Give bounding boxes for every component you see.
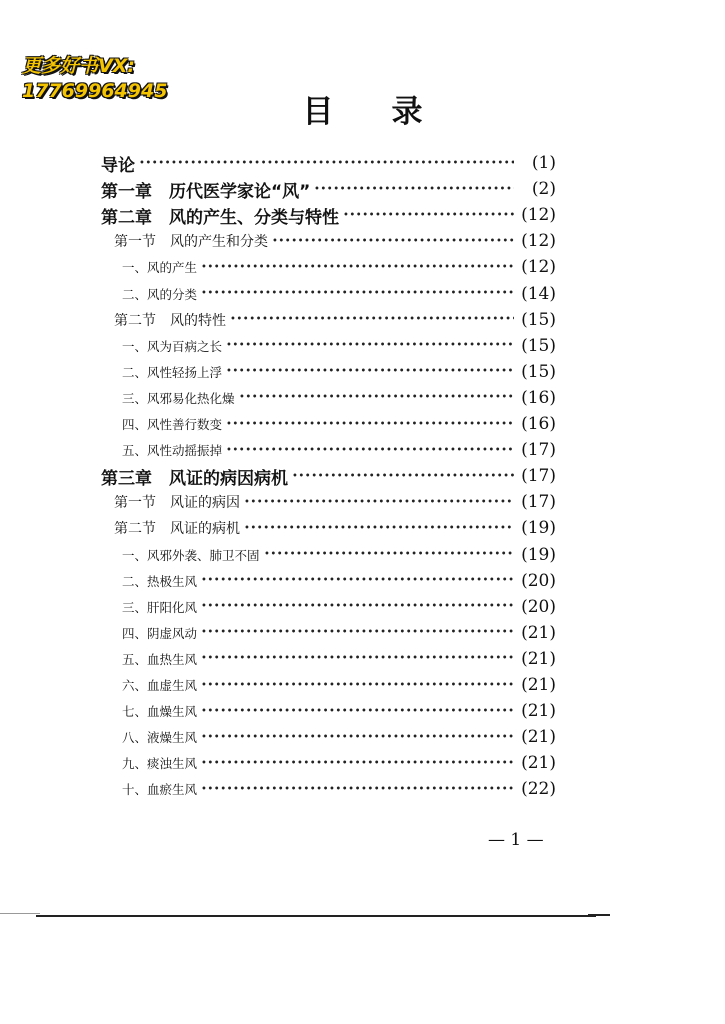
toc-entry-label: 七、血燥生风 <box>122 704 198 720</box>
toc-entry-page: (21) <box>521 753 556 774</box>
toc-leader-dots <box>226 411 514 437</box>
toc-entry-page: (15) <box>521 309 556 330</box>
toc-leader-dots <box>226 333 514 359</box>
toc-entry-page: (21) <box>521 622 556 643</box>
toc-leader-dots <box>201 776 514 802</box>
toc-leader-dots <box>230 307 514 333</box>
toc-entry[interactable] <box>0 228 725 254</box>
toc-entry-label: 第二章 风的产生、分类与特性 <box>101 207 339 228</box>
toc-entry-label: 第三章 风证的病因病机 <box>101 468 288 489</box>
toc-entry-page: (16) <box>521 414 556 434</box>
toc-entry-label: 五、血热生风 <box>122 651 198 667</box>
toc-entry-page: (20) <box>521 596 556 617</box>
toc-leader-dots <box>201 724 514 750</box>
toc-entry[interactable] <box>0 542 725 568</box>
page-title-char2: 录 <box>391 94 423 130</box>
toc-entry-page: (12) <box>521 231 556 252</box>
toc-entry-label: 四、风性善行数变 <box>122 417 223 432</box>
watermark-line2: 17769964945 <box>22 80 168 102</box>
bottom-rule <box>36 915 596 917</box>
toc-entry[interactable] <box>0 281 725 307</box>
toc-entry-label: 一、风的产生 <box>122 260 198 276</box>
toc-leader-dots <box>314 176 514 202</box>
toc-entry-page: (21) <box>521 648 556 669</box>
page-number: — 1 — <box>488 830 544 850</box>
page-title-char1: 目 <box>302 94 334 130</box>
toc-entry[interactable] <box>0 437 725 463</box>
toc-entry[interactable] <box>0 150 725 176</box>
toc-entry[interactable] <box>0 776 725 802</box>
toc-entry-page: (17) <box>521 466 556 487</box>
toc-leader-dots <box>272 228 514 254</box>
toc-entry-page: (21) <box>521 675 556 695</box>
toc-entry-label: 二、风的分类 <box>122 286 198 302</box>
toc-entry[interactable] <box>0 385 725 411</box>
toc-entry-label: 第一节 风的产生和分类 <box>114 234 268 251</box>
toc-entry-label: 一、风邪外袭、肺卫不固 <box>122 547 260 563</box>
toc-entry[interactable] <box>0 568 725 594</box>
bottom-rule-right <box>588 914 610 916</box>
toc-entry-page: (21) <box>521 727 556 748</box>
toc-entry[interactable] <box>0 594 725 620</box>
toc-entry[interactable] <box>0 463 725 489</box>
toc-entry[interactable] <box>0 489 725 515</box>
toc-entry-page: (19) <box>521 518 556 539</box>
toc-entry-label: 第一节 风证的病因 <box>114 495 240 512</box>
toc-entry[interactable] <box>0 672 725 698</box>
toc-entry-label: 八、液燥生风 <box>122 730 198 746</box>
toc-entry[interactable] <box>0 333 725 359</box>
toc-entry-page: (20) <box>521 570 556 591</box>
toc-entry-label: 二、热极生风 <box>122 573 198 589</box>
toc-leader-dots <box>343 202 514 228</box>
toc-leader-dots <box>264 542 514 568</box>
toc-entry-label: 九、痰浊生风 <box>122 756 198 772</box>
toc-entry-page: (1) <box>531 153 556 173</box>
toc-entry-label: 一、风为百病之长 <box>122 338 223 354</box>
toc-leader-dots <box>139 150 514 176</box>
toc-entry-page: (21) <box>521 701 556 722</box>
toc-leader-dots <box>226 359 514 385</box>
toc-entry[interactable] <box>0 176 725 202</box>
toc-entry-label: 第一章 历代医学家论“风” <box>101 181 311 202</box>
toc-entry[interactable] <box>0 202 725 228</box>
toc-entry[interactable] <box>0 515 725 541</box>
toc-entry-label: 第二节 风证的病机 <box>114 521 240 538</box>
toc-entry-label: 导论 <box>101 155 135 176</box>
toc-entry[interactable] <box>0 359 725 385</box>
toc-leader-dots <box>201 594 514 620</box>
toc-leader-dots <box>201 698 514 724</box>
toc-entry-label: 二、风性轻扬上浮 <box>122 364 223 380</box>
toc-entry[interactable] <box>0 411 725 437</box>
watermark-line1: 更多好书VX: <box>22 55 135 77</box>
toc-entry-page: (19) <box>521 544 556 565</box>
toc-entry-label: 四、阴虚风动 <box>122 625 198 641</box>
page-title <box>0 86 725 131</box>
toc-entry-page: (15) <box>521 335 556 356</box>
toc-entry-page: (22) <box>521 779 556 800</box>
toc-entry[interactable] <box>0 646 725 672</box>
toc-entry-page: (15) <box>521 361 556 382</box>
toc-entry-page: (14) <box>521 283 556 304</box>
toc-entry-page: (17) <box>521 492 556 513</box>
toc-entry[interactable] <box>0 750 725 776</box>
toc-entry-label: 六、血虚生风 <box>122 678 198 693</box>
toc-leader-dots <box>201 646 514 672</box>
toc-leader-dots <box>201 620 514 646</box>
toc-entry-label: 三、肝阳化风 <box>122 599 198 615</box>
toc-leader-dots <box>239 385 514 411</box>
toc-entry-page: (2) <box>531 179 556 200</box>
toc-leader-dots <box>201 254 514 280</box>
toc-leader-dots <box>292 463 514 489</box>
scan-edge-line <box>0 913 40 914</box>
toc-entry-label: 五、风性动摇振掉 <box>122 443 223 459</box>
toc-leader-dots <box>201 672 514 698</box>
toc-entry-label: 第二节 风的特性 <box>114 312 226 329</box>
toc-leader-dots <box>201 750 514 776</box>
toc-entry[interactable] <box>0 724 725 750</box>
toc-entry[interactable] <box>0 307 725 333</box>
toc-entry-page: (12) <box>521 257 556 278</box>
toc-entry-label: 十、血瘀生风 <box>122 782 198 798</box>
toc-leader-dots <box>201 281 514 307</box>
toc-entry[interactable] <box>0 620 725 646</box>
toc-entry-page: (12) <box>521 205 556 226</box>
toc-leader-dots <box>201 568 514 594</box>
toc-entry-page: (17) <box>521 440 556 461</box>
toc-leader-dots <box>226 437 514 463</box>
toc-leader-dots <box>244 515 514 541</box>
toc-entry[interactable] <box>0 698 725 724</box>
toc-entry-label: 三、风邪易化热化燥 <box>122 390 235 406</box>
toc-entry[interactable] <box>0 254 725 280</box>
toc-entry-page: (16) <box>521 387 556 408</box>
toc-leader-dots <box>244 489 514 515</box>
